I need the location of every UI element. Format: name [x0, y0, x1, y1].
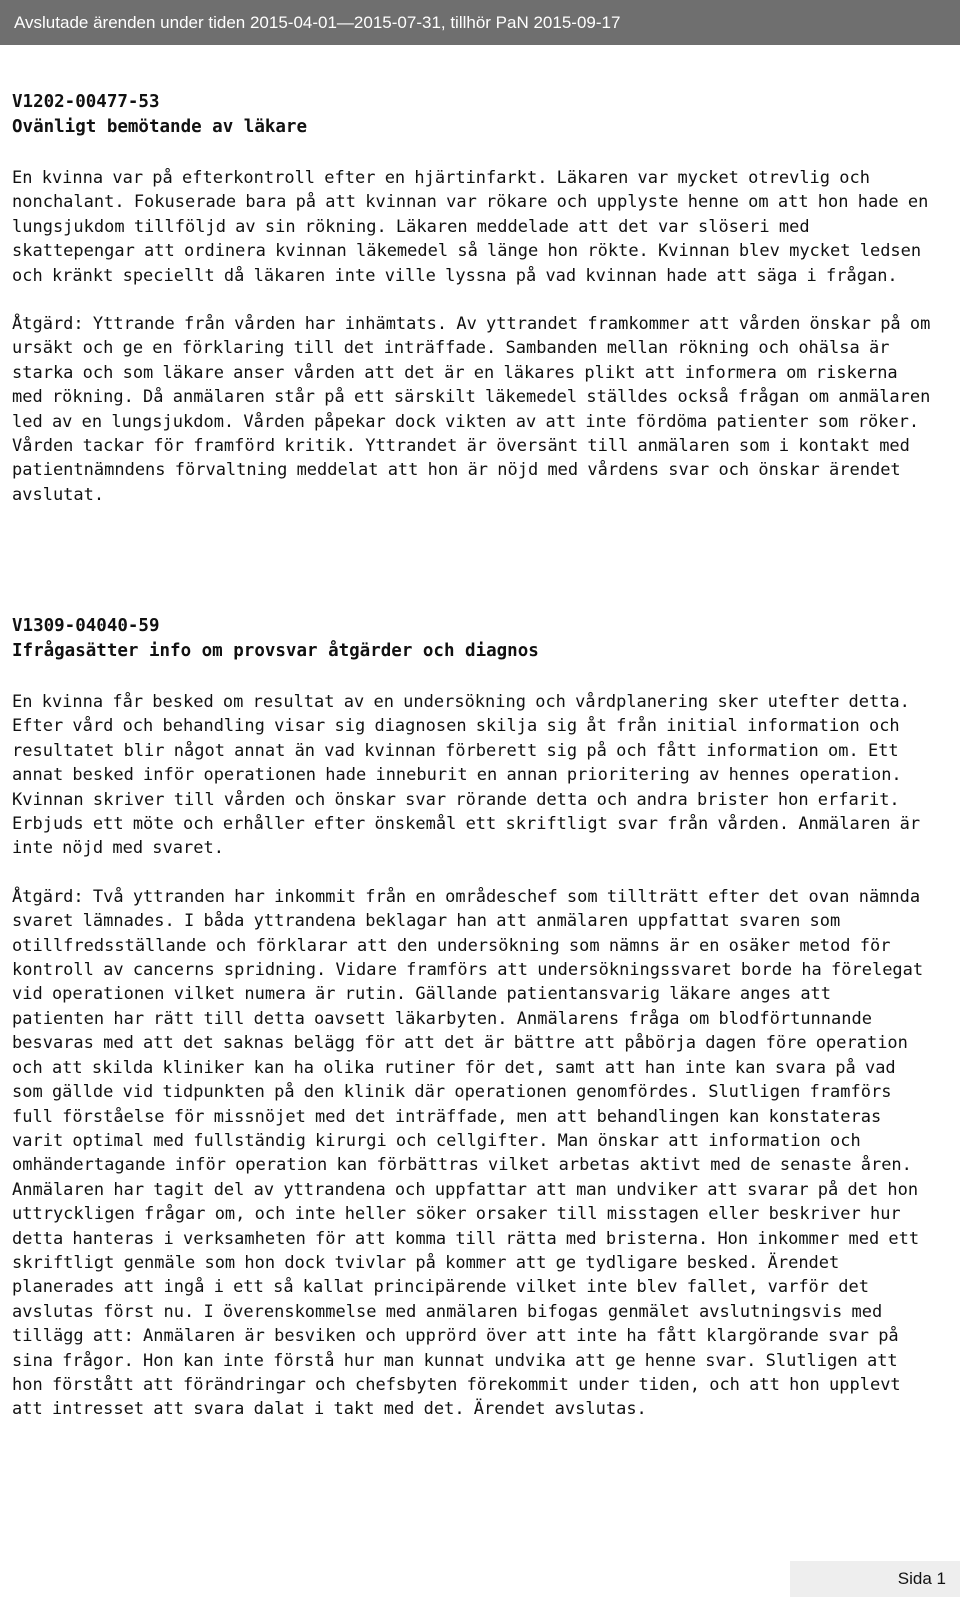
page-header	[0, 0, 960, 45]
case-action: Åtgärd: Yttrande från vården har inhämtats. Av yttrandet framkommer att vården önskar på om ursäkt och ge en förklaring till det inträffade. Sambanden mellan rökning och ohälsa är starka och som läkare anser vården att det är en läkares plikt att informera om riskerna med rökning. Då anmälaren står på ett särskilt läkemedel ställdes också frågan om anmälaren led av en lungsjukdom. Vården påpekar dock vikten av att inte fördöma patienter som röker. Vården tackar för framförd kritik. Yttrandet är översänt till anmälaren som i kontakt med patientnämndens förvaltning meddelat att hon är nöjd med vårdens svar och önskar ärendet avslutat.	[12, 314, 931, 505]
case-block-1	[12, 90, 932, 507]
page-footer	[790, 1561, 960, 1597]
case-block-2	[12, 614, 932, 1422]
page-number: Sida 1	[897, 1569, 946, 1588]
case-description: En kvinna var på efterkontroll efter en hjärtinfarkt. Läkaren var mycket otrevlig och nonchalant. Fokuserade bara på att kvinnan var rökare och upplyste henne om att hon hade en lungsjukdom tillföljd av sin rökning. Läkaren meddelade att det var slöseri med skattepengar att ordinera kvinnan läkemedel så länge hon rökte. Kvinnan blev mycket ledsen och kränkt speciellt då läkaren inte ville lyssna på vad kvinnan hade att säga i frågan.	[12, 168, 929, 286]
header-title: Avslutade ärenden under tiden 2015-04-01—2015-07-31, tillhör PaN 2015-09-17	[14, 13, 621, 32]
case-title: Ovänligt bemötande av läkare	[12, 117, 308, 137]
case-description: En kvinna får besked om resultat av en undersökning och vårdplanering sker utefter detta. Efter vård och behandling visar sig diagnosen skilja sig åt från initial information och resultatet blir något annat än vad kvinnan förberett sig på och fått information om. Ett annat besked inför operationen hade inneburit en annan prioritering av hennes operation. Kvinnan skriver till vården och önskar svar rörande detta och andra brister hon erfarit. Erbjuds ett möte och erhåller efter önskemål ett skriftligt svar från vården. Anmälaren är inte nöjd med svaret.	[12, 692, 921, 859]
case-action: Åtgärd: Två yttranden har inkommit från en områdeschef som tillträtt efter det ovan nämnda svaret lämnades. I båda yttrandena beklagar han att anmälaren uppfattat svaren som otillfredsställande och förklarar att den undersökning som nämns är en osäker metod för kontroll av cancerns spridning. Vidare framförs att undersökningssvaret borde ha förelegat vid operationen vilket numera är rutin. Gällande patientansvarig läkare anges att patienten har rätt till detta oavsett läkarbyten. Anmälarens fråga om blodförtunnande besvaras med att det saknas belägg för att det är bättre att påbörja dagen före operation och att skilda kliniker kan ha olika rutiner för det, samt att han inte kan svara på vad som gällde vid tidpunkten på den klinik där operationen genomfördes. Slutligen framförs full förståelse för missnöjet med det inträffade, men att behandlingen kan konstateras varit optimal med fullständig kirurgi och cellgifter. Man önskar att information och omhändertagande inför operation kan förbättras vilket arbetas aktivt med de senaste åren. Anmälaren har tagit del av yttrandena och uppfattar att man undviker att svarar på det hon uttryckligen frågar om, och inte heller söker orsaker till misstagen eller beskriver hur detta hanteras i verksamheten för att komma till rätta med bristerna. Hon inkommer med ett skriftligt genmäle som hon dock tvivlar på kommer att ge tydligare besked. Ärendet planerades att ingå i ett så kallat principärende vilket inte blev fallet, varför det avslutas först nu. I överenskommelse med anmälaren bifogas genmälet avslutningsvis med tillägg att: Anmälaren är besviken och upprörd över att inte ha fått klargörande svar på sina frågor. Hon kan inte förstå hur man kunnat undvika att ge henne svar. Slutligen att hon förstått att förändringar och chefsbyten förekommit under tiden, och att hon upplevt att intresset att svara dalat i takt med det. Ärendet avslutas.	[12, 886, 924, 1420]
case-title: Ifrågasätter info om provsvar åtgärder och diagnos	[12, 641, 539, 661]
case-id: V1202-00477-53	[12, 92, 160, 112]
case-id: V1309-04040-59	[12, 616, 160, 636]
